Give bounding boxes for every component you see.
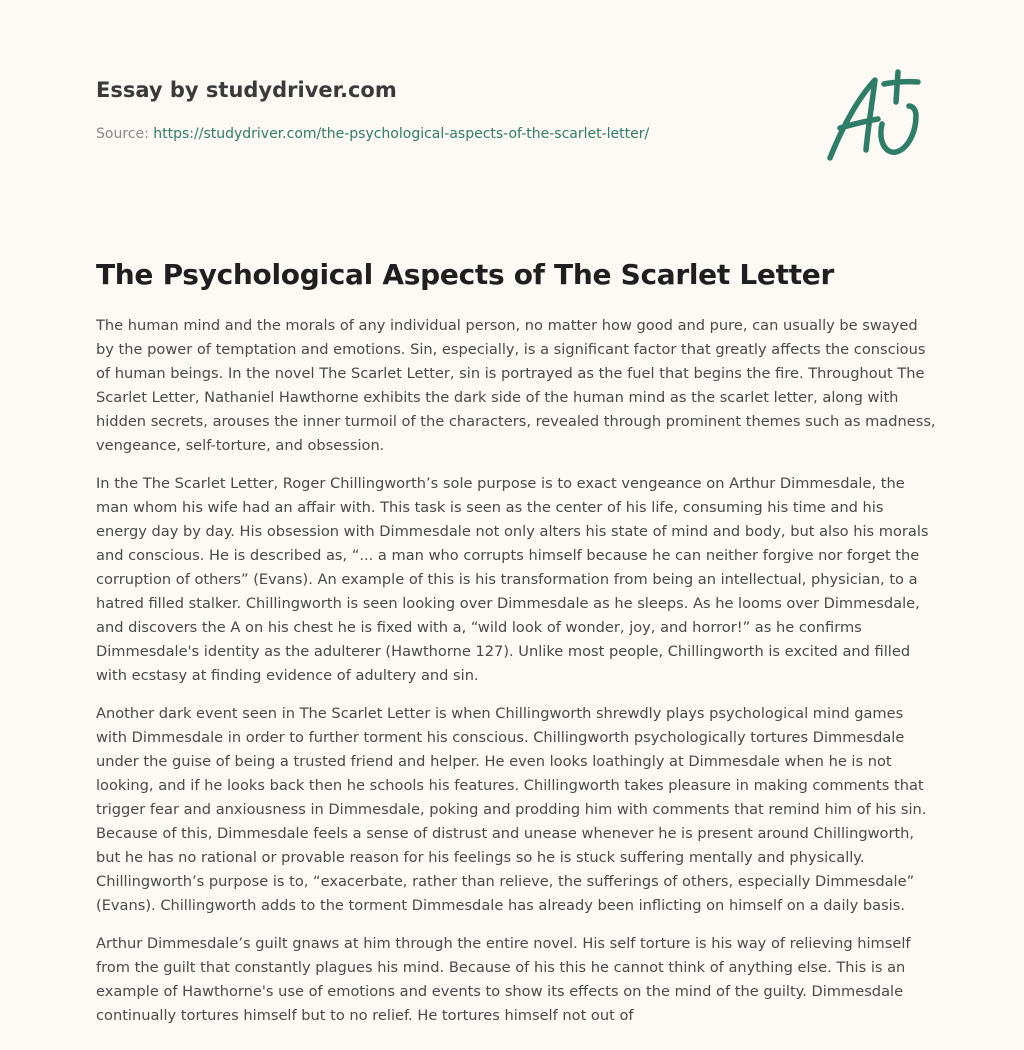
paragraph: In the The Scarlet Letter, Roger Chillingworth’s sole purpose is to exact vengeance on Arthur Dimmesdale, the man whom his wife had an affair with. This task is seen as the center of his life, consuming his time and his energy day by day. His obsession with Dimmesdale not only alters his state of mind and body, but also his morals and conscious. He is described as, “... a man who corrupts himself because he can neither forgive nor forget the corruption of others” (Evans). An example of this is his transformation from being an intellectual, physician, to a hatred filled stalker. Chillingworth is seen looking over Dimmesdale as he sleeps. As he looms over Dimmesdale, and discovers the A on his chest he is fixed with a, “wild look of wonder, joy, and horror!” as he confirms Dimmesdale's identity as the adulterer (Hawthorne 127). Unlike most people, Chillingworth is excited and filled with ecstasy at finding evidence of adultery and sin. bbox=[96, 475, 929, 684]
paragraph: Another dark event seen in The Scarlet Letter is when Chillingworth shrewdly plays psychological mind games with Dimmesdale in order to further torment his conscious. Chillingworth psychologically tortures Dimmesdale under the guise of being a trusted friend and helper. He even looks loathingly at Dimmesdale when he is not looking, and if he looks back then he schools his features. Chillingworth takes pleasure in making comments that trigger fear and anxiousness in Dimmesdale, poking and prodding him with comments that remind him of his sin. Because of this, Dimmesdale feels a sense of distrust and unease whenever he is present around Chillingworth, but he has no rational or provable reason for his feelings so he is stuck suffering mentally and physically. Chillingworth’s purpose is to, “exacerbate, rather than relieve, the sufferings of others, especially Dimmesdale” (Evans). Chillingworth adds to the torment Dimmesdale has already been inflicting on himself on a daily basis. bbox=[96, 705, 927, 914]
site-brand: Essay by studydriver.com bbox=[96, 78, 397, 102]
page-header bbox=[96, 74, 796, 144]
paragraph: The human mind and the morals of any individual person, no matter how good and pure, can usually be swayed by the power of temptation and emotions. Sin, especially, is a significant factor that greatly affects the conscious of human beings. In the novel The Scarlet Letter, sin is portrayed as the fuel that begins the fire. Throughout The Scarlet Letter, Nathaniel Hawthorne exhibits the dark side of the human mind as the scarlet letter, along with hidden secrets, arouses the inner turmoil of the characters, revealed through prominent themes such as madness, vengeance, self-torture, and obsession. bbox=[96, 317, 936, 454]
article-title: The Psychological Aspects of The Scarlet Letter bbox=[96, 258, 834, 291]
a-plus-icon bbox=[820, 66, 930, 166]
source-link[interactable]: https://studydriver.com/the-psychological-aspects-of-the-scarlet-letter/ bbox=[153, 126, 650, 142]
source-line bbox=[96, 124, 796, 144]
paragraph: Arthur Dimmesdale’s guilt gnaws at him through the entire novel. His self torture is his way of relieving himself from the guilt that constantly plagues his mind. Because of his this he cannot think of anything else. This is an example of Hawthorne's use of emotions and events to show its effects on the mind of the guilty. Dimmesdale continually tortures himself but to no relief. He tortures himself not out of bbox=[96, 935, 911, 1024]
article-body bbox=[96, 314, 936, 1042]
source-label: Source: bbox=[96, 126, 154, 142]
